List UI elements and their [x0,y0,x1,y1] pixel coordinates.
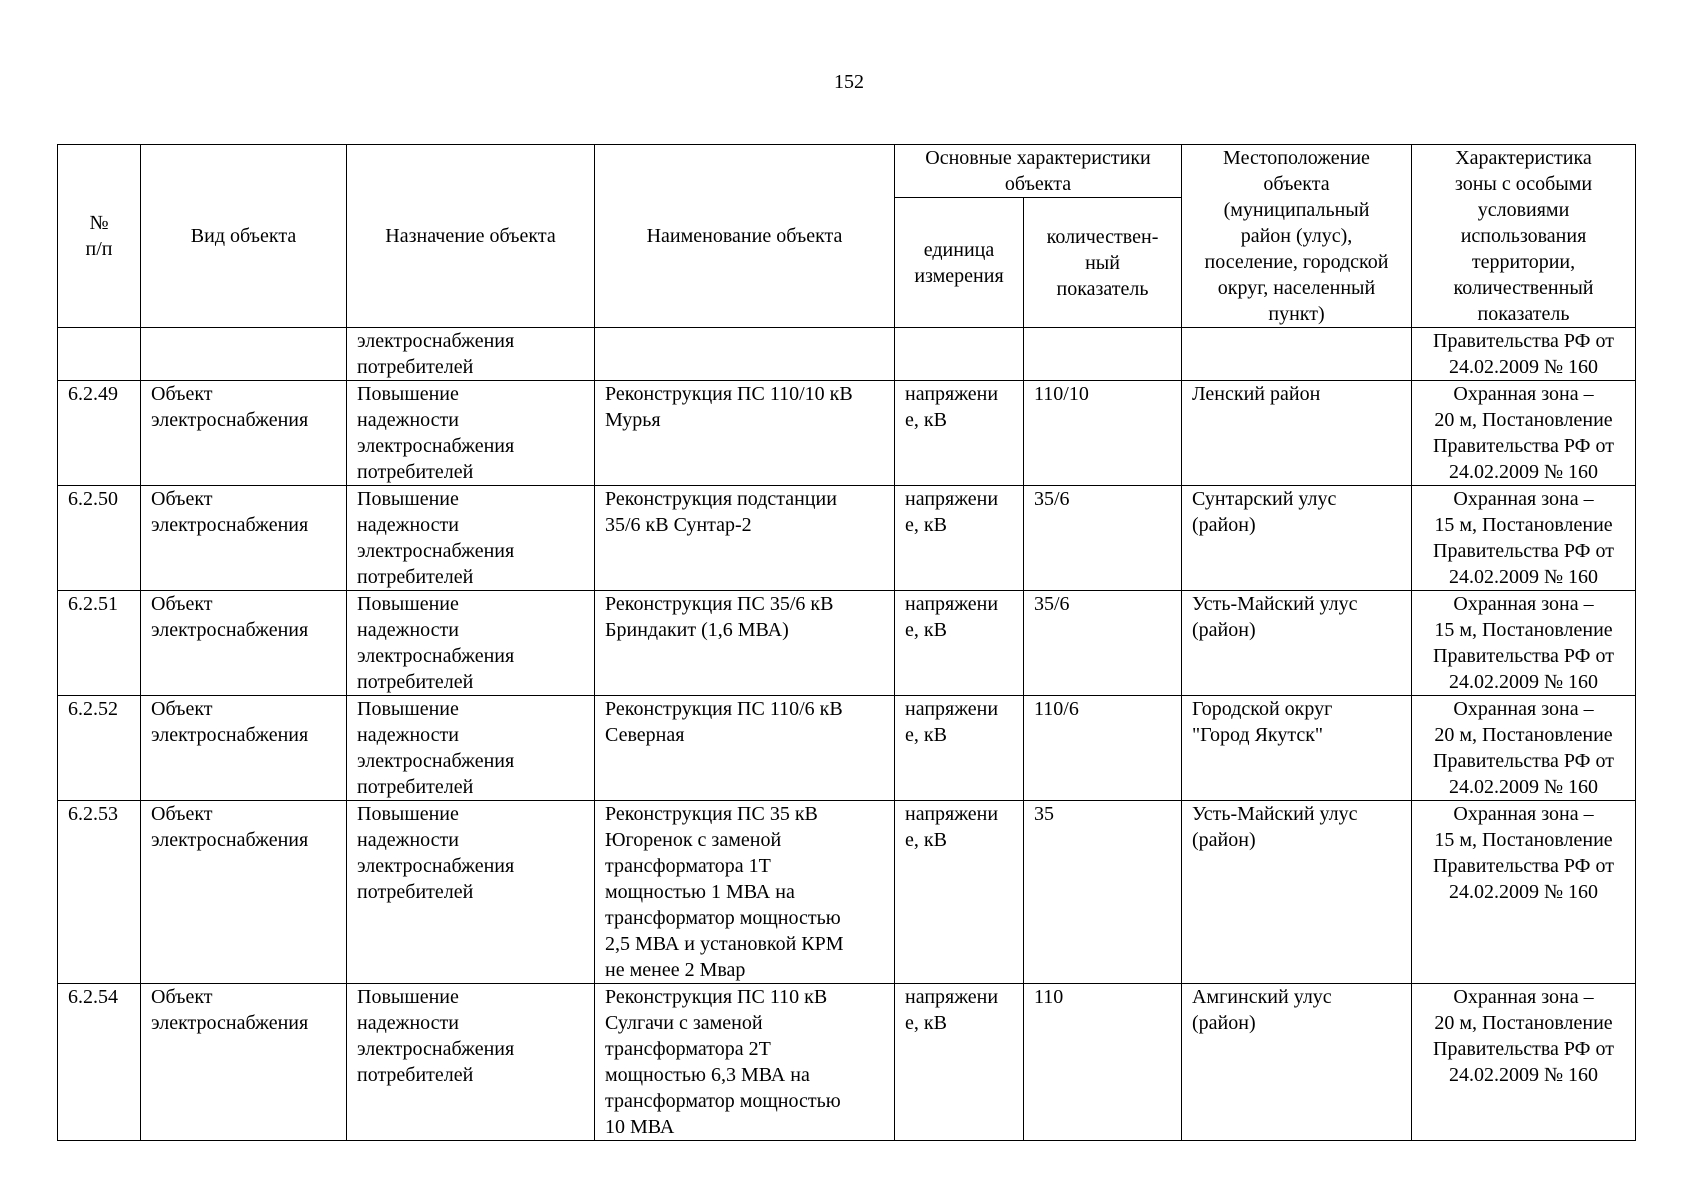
cell-location: Амгинский улус (район) [1182,984,1412,1141]
cell-kind: Объект электроснабжения [141,381,347,486]
cell-quantity: 35/6 [1024,486,1182,591]
table-header [58,145,1636,328]
cell-quantity: 110/10 [1024,381,1182,486]
table-row [58,591,1636,696]
cell-quantity: 35/6 [1024,591,1182,696]
cell-num: 6.2.50 [58,486,141,591]
cell-location: Сунтарский улус (район) [1182,486,1412,591]
cell-quantity: 110/6 [1024,696,1182,801]
header-name: Наименование объекта [595,145,895,328]
table-row [58,696,1636,801]
cell-purpose: Повышение надежности электроснабжения потребителей [347,801,595,984]
cell-unit: напряжени е, кВ [895,591,1024,696]
cell-location [1182,328,1412,381]
cell-purpose: Повышение надежности электроснабжения потребителей [347,696,595,801]
cell-zone: Охранная зона – 15 м, Постановление Правительства РФ от 24.02.2009 № 160 [1412,486,1636,591]
cell-location: Усть-Майский улус (район) [1182,801,1412,984]
header-location: Местоположение объекта (муниципальный район (улус), поселение, городской округ, населенный пункт) [1182,145,1412,328]
cell-zone: Охранная зона – 20 м, Постановление Правительства РФ от 24.02.2009 № 160 [1412,984,1636,1141]
cell-zone: Охранная зона – 20 м, Постановление Правительства РФ от 24.02.2009 № 160 [1412,381,1636,486]
cell-purpose: электроснабжения потребителей [347,328,595,381]
cell-location: Ленский район [1182,381,1412,486]
table-body [58,328,1636,1141]
cell-purpose: Повышение надежности электроснабжения потребителей [347,381,595,486]
cell-purpose: Повышение надежности электроснабжения потребителей [347,486,595,591]
table-row [58,381,1636,486]
cell-kind [141,328,347,381]
cell-unit: напряжени е, кВ [895,801,1024,984]
header-kind: Вид объекта [141,145,347,328]
cell-kind: Объект электроснабжения [141,591,347,696]
cell-num [58,328,141,381]
cell-kind: Объект электроснабжения [141,486,347,591]
table-row [58,801,1636,984]
table-row [58,984,1636,1141]
cell-zone: Охранная зона – 15 м, Постановление Правительства РФ от 24.02.2009 № 160 [1412,801,1636,984]
cell-name: Реконструкция ПС 110/6 кВ Северная [595,696,895,801]
cell-unit: напряжени е, кВ [895,486,1024,591]
header-num: № п/п [58,145,141,328]
header-zone: Характеристика зоны с особыми условиями использования территории, количественный показатель [1412,145,1636,328]
cell-num: 6.2.52 [58,696,141,801]
cell-name: Реконструкция ПС 35/6 кВ Бриндакит (1,6 МВА) [595,591,895,696]
header-quantity: количествен- ный показатель [1024,198,1182,328]
cell-purpose: Повышение надежности электроснабжения потребителей [347,984,595,1141]
header-unit: единица измерения [895,198,1024,328]
page-number: 152 [834,71,864,93]
cell-purpose: Повышение надежности электроснабжения потребителей [347,591,595,696]
cell-name: Реконструкция подстанции 35/6 кВ Сунтар-2 [595,486,895,591]
cell-location: Городской округ "Город Якутск" [1182,696,1412,801]
cell-quantity: 35 [1024,801,1182,984]
cell-num: 6.2.53 [58,801,141,984]
cell-zone: Охранная зона – 15 м, Постановление Правительства РФ от 24.02.2009 № 160 [1412,591,1636,696]
cell-num: 6.2.51 [58,591,141,696]
cell-name [595,328,895,381]
cell-zone: Правительства РФ от 24.02.2009 № 160 [1412,328,1636,381]
cell-kind: Объект электроснабжения [141,984,347,1141]
cell-kind: Объект электроснабжения [141,801,347,984]
cell-zone: Охранная зона – 20 м, Постановление Правительства РФ от 24.02.2009 № 160 [1412,696,1636,801]
cell-name: Реконструкция ПС 110/10 кВ Мурья [595,381,895,486]
cell-quantity: 110 [1024,984,1182,1141]
cell-quantity [1024,328,1182,381]
header-purpose: Назначение объекта [347,145,595,328]
cell-unit: напряжени е, кВ [895,984,1024,1141]
cell-kind: Объект электроснабжения [141,696,347,801]
cell-num: 6.2.49 [58,381,141,486]
cell-unit: напряжени е, кВ [895,381,1024,486]
cell-unit: напряжени е, кВ [895,696,1024,801]
header-main-characteristics: Основные характеристики объекта [895,145,1182,198]
cell-num: 6.2.54 [58,984,141,1141]
cell-location: Усть-Майский улус (район) [1182,591,1412,696]
cell-unit [895,328,1024,381]
objects-table [57,144,1636,1141]
table-row [58,328,1636,381]
cell-name: Реконструкция ПС 110 кВ Сулгачи с заменой трансформатора 2Т мощностью 6,3 МВА на трансформатор мощностью 10 МВА [595,984,895,1141]
table-row [58,486,1636,591]
cell-name: Реконструкция ПС 35 кВ Югоренок с заменой трансформатора 1Т мощностью 1 МВА на трансформатор мощностью 2,5 МВА и установкой КРМ не менее 2 Мвар [595,801,895,984]
